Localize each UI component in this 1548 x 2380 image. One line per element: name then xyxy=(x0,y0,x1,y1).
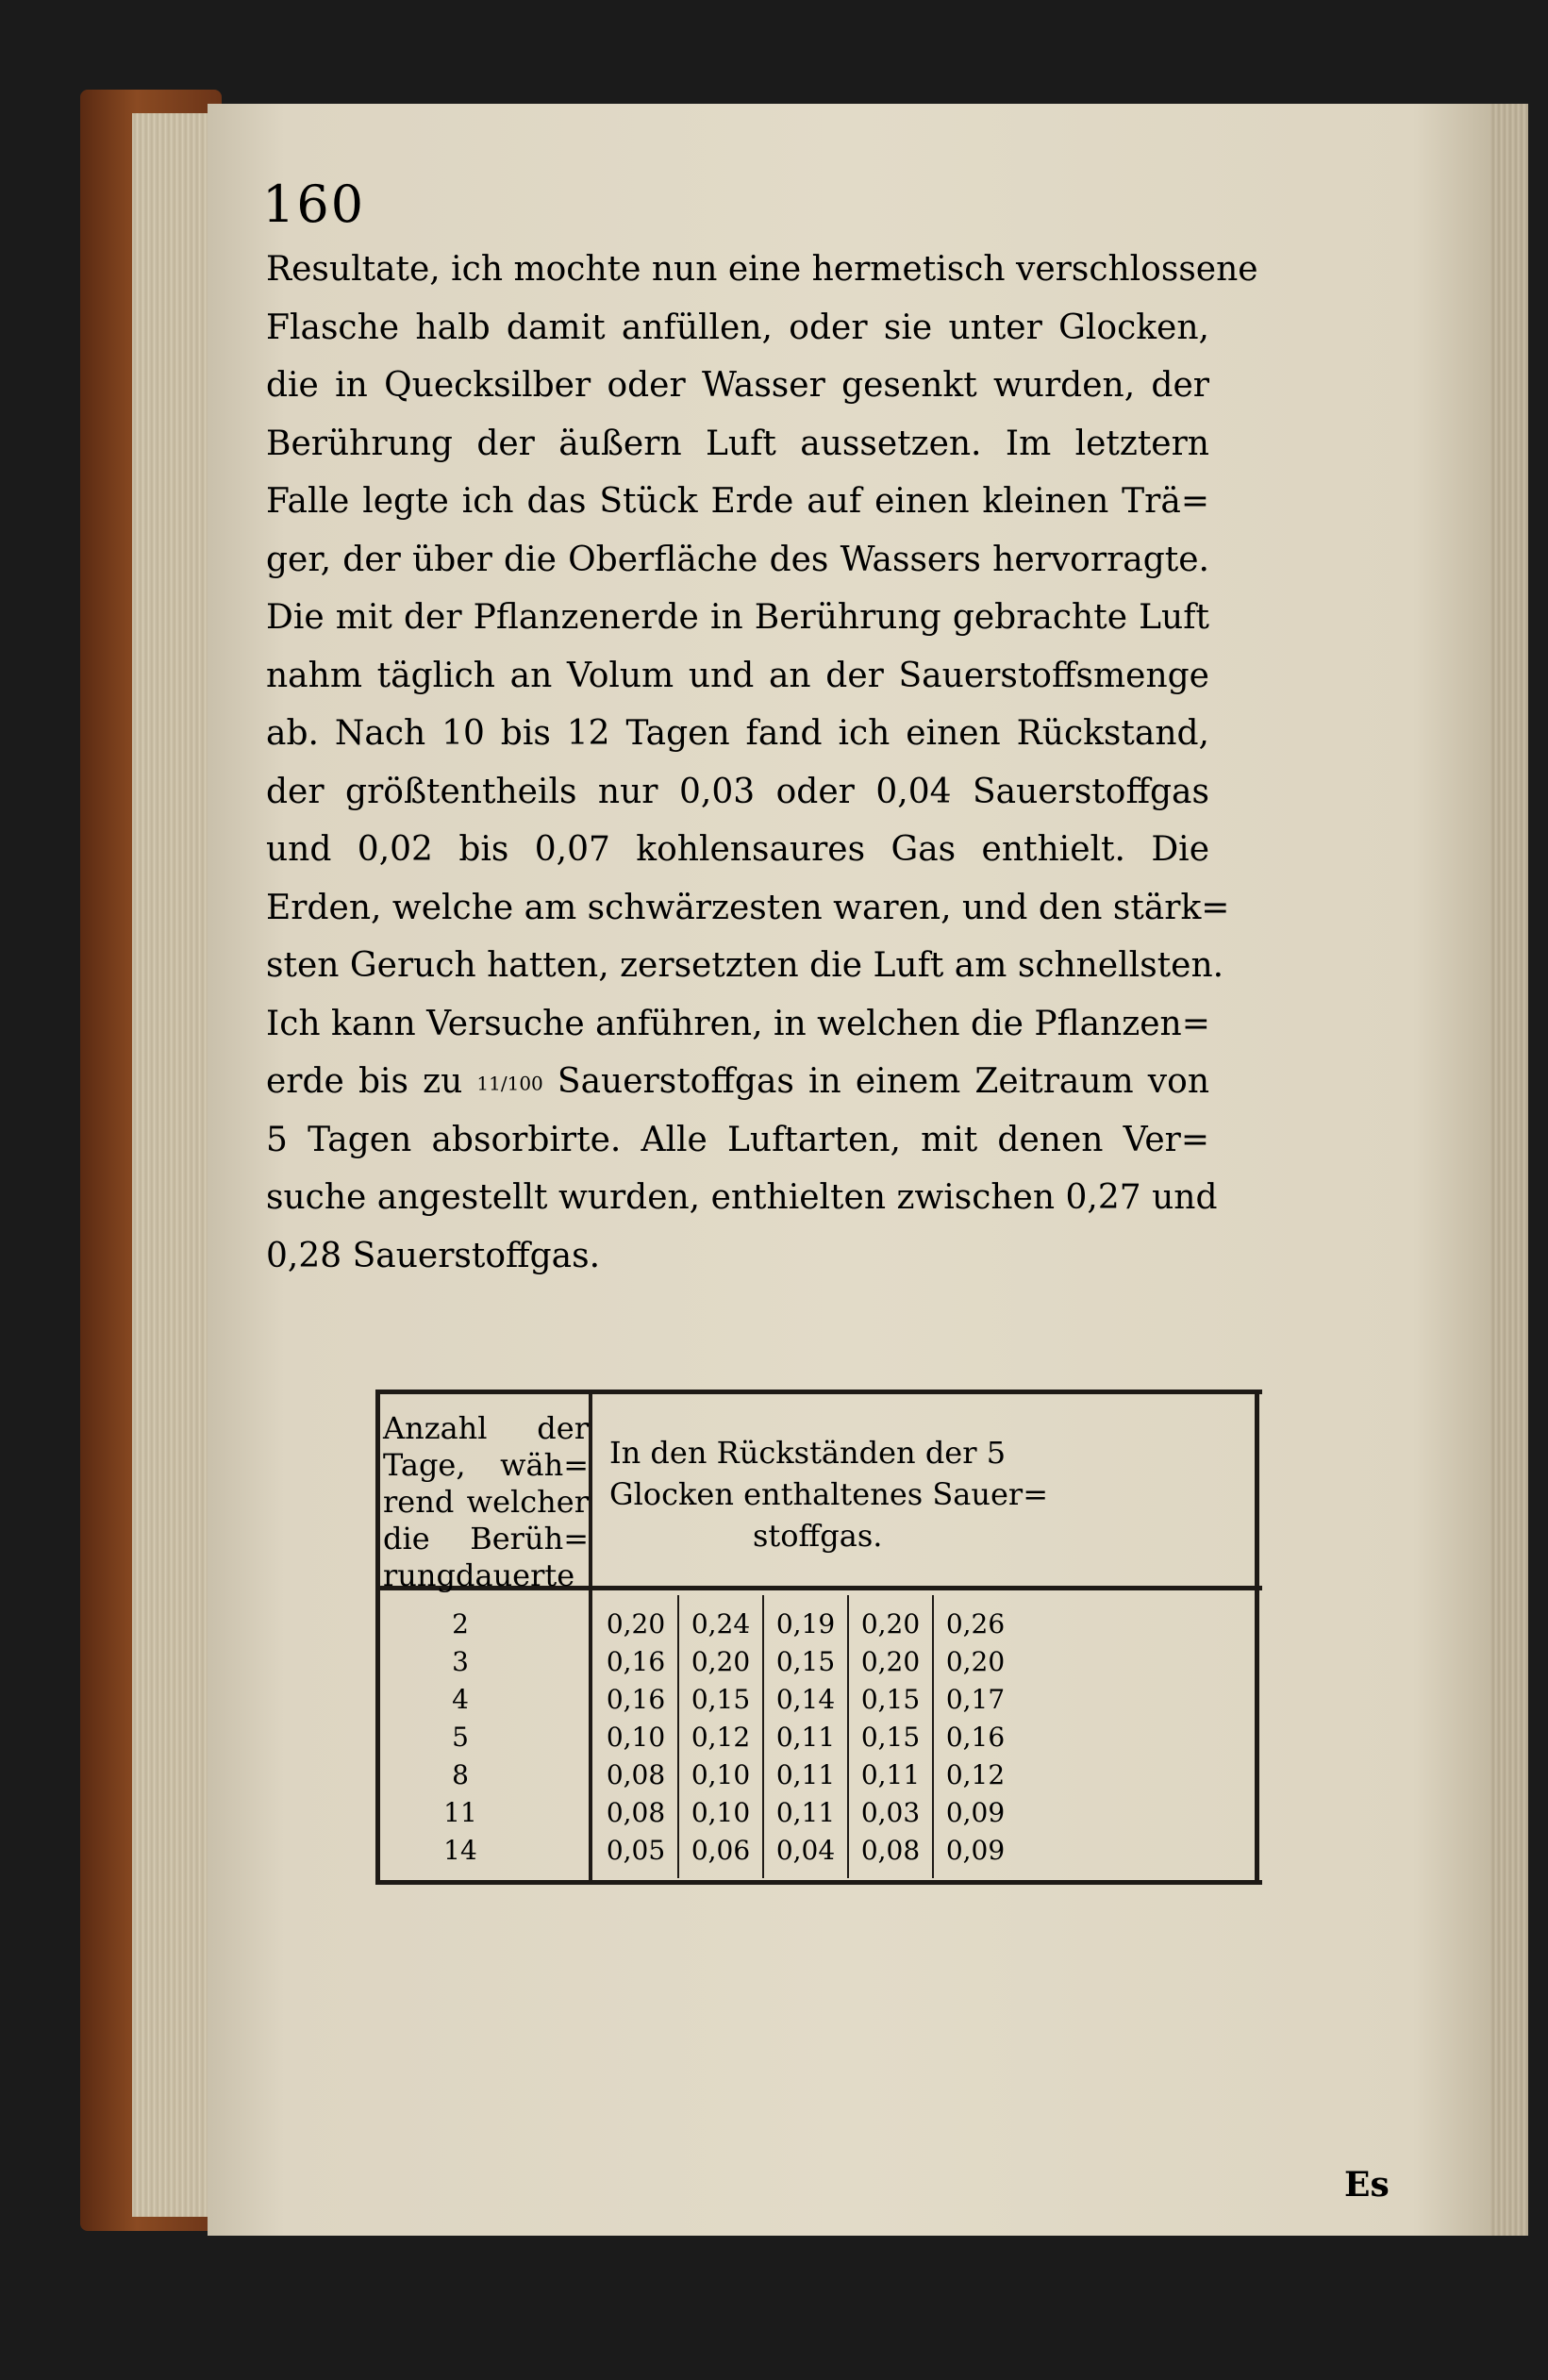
body-line: ab. Nach 10 bis 12 Tagen fand ich einen Rückstand, xyxy=(266,714,1209,753)
header-line: rungdauerte xyxy=(383,1557,575,1593)
header-line: Glocken enthaltenes Sauer= xyxy=(609,1476,1049,1512)
body-line-part: Sauerstoffgas in einem Zeitraum von xyxy=(557,1062,1209,1101)
table-right-rule xyxy=(1255,1390,1259,1885)
table-cell-value: 0,12 xyxy=(691,1722,751,1753)
table-cell-day: 4 xyxy=(452,1684,469,1715)
page-stack-edge xyxy=(132,113,217,2217)
body-line: 0,28 Sauerstoffgas. xyxy=(266,1236,601,1275)
table-cell-value: 0,15 xyxy=(691,1684,751,1715)
header-line: Tage, wäh= xyxy=(383,1447,589,1483)
table-cell-value: 0,20 xyxy=(860,1646,921,1677)
header-line: In den Rückständen der 5 xyxy=(609,1435,1007,1471)
page-number: 160 xyxy=(262,175,366,234)
table-cell-value: 0,05 xyxy=(606,1835,666,1866)
header-line: rend welcher xyxy=(383,1484,589,1520)
body-line: sten Geruch hatten, zersetzten die Luft am schnellsten. xyxy=(266,946,1224,985)
body-line: ger, der über die Oberfläche des Wassers hervorragte. xyxy=(266,540,1209,579)
table-cell-value: 0,24 xyxy=(691,1608,751,1639)
body-line: die in Quecksilber oder Wasser gesenkt wurden, der xyxy=(266,366,1209,405)
page-right-edge xyxy=(1490,104,1528,2236)
body-line: Resultate, ich mochte nun eine hermetisch verschlossene xyxy=(266,250,1258,289)
table-cell-value: 0,20 xyxy=(945,1646,1006,1677)
table-cell-value: 0,16 xyxy=(945,1722,1006,1753)
body-line: nahm täglich an Volum und an der Sauerstoffsmenge xyxy=(266,656,1209,695)
table-cell-value: 0,03 xyxy=(860,1797,921,1828)
body-line-with-fraction xyxy=(266,1053,1209,1111)
body-line: 5 Tagen absorbirte. Alle Luftarten, mit denen Ver= xyxy=(266,1120,1209,1159)
table-cell-day: 11 xyxy=(443,1797,477,1828)
table-top-rule xyxy=(375,1390,1262,1394)
header-line: stoffgas. xyxy=(753,1518,883,1554)
body-line: Die mit der Pflanzenerde in Berührung gebrachte Luft xyxy=(266,598,1209,637)
table-cell-value: 0,15 xyxy=(775,1646,836,1677)
table-cell-value: 0,11 xyxy=(775,1797,836,1828)
table-cell-value: 0,20 xyxy=(606,1608,666,1639)
table-cell-value: 0,08 xyxy=(860,1835,921,1866)
table-column-divider xyxy=(589,1390,592,1885)
header-line: Anzahl der xyxy=(383,1410,589,1446)
body-line: der größtentheils nur 0,03 oder 0,04 Sauerstoffgas xyxy=(266,772,1209,811)
body-line: suche angestellt wurden, enthielten zwischen 0,27 und xyxy=(266,1178,1218,1217)
table-cell-value: 0,26 xyxy=(945,1608,1006,1639)
table-cell-value: 0,06 xyxy=(691,1835,751,1866)
table-bottom-rule xyxy=(375,1880,1262,1885)
table-cell-value: 0,14 xyxy=(775,1684,836,1715)
table-header-oxygen xyxy=(602,1432,1055,1556)
table-cell-value: 0,20 xyxy=(691,1646,751,1677)
table-cell-day: 5 xyxy=(452,1722,469,1753)
body-line-part: erde bis zu xyxy=(266,1062,463,1101)
header-line: die Berüh= xyxy=(383,1521,589,1556)
table-cell-value: 0,15 xyxy=(860,1684,921,1715)
table-header-days xyxy=(383,1410,589,1594)
table-cell-value: 0,12 xyxy=(945,1759,1006,1790)
table-cell-value: 0,09 xyxy=(945,1797,1006,1828)
catchword: Es xyxy=(1344,2165,1390,2205)
body-line: Ich kann Versuche anführen, in welchen die Pflanzen= xyxy=(266,1004,1210,1043)
data-table xyxy=(375,1373,1262,1887)
table-cell-day: 3 xyxy=(452,1646,469,1677)
body-line: und 0,02 bis 0,07 kohlensaures Gas enthielt. Die xyxy=(266,830,1209,869)
fraction: 11/100 xyxy=(476,1072,543,1095)
table-cell-day: 14 xyxy=(443,1835,477,1866)
table-cell-value: 0,15 xyxy=(860,1722,921,1753)
body-line: Falle legte ich das Stück Erde auf einen kleinen Trä= xyxy=(266,482,1209,521)
table-cell-value: 0,16 xyxy=(606,1646,666,1677)
table-cell-day: 2 xyxy=(452,1608,469,1639)
table-cell-value: 0,20 xyxy=(860,1608,921,1639)
table-left-rule xyxy=(375,1390,380,1885)
table-cell-day: 8 xyxy=(452,1759,469,1790)
table-cell-value: 0,09 xyxy=(945,1835,1006,1866)
table-cell-value: 0,19 xyxy=(775,1608,836,1639)
table-cell-value: 0,08 xyxy=(606,1797,666,1828)
table-cell-value: 0,11 xyxy=(775,1759,836,1790)
body-line: Erden, welche am schwärzesten waren, und den stärk= xyxy=(266,888,1230,927)
table-cell-value: 0,10 xyxy=(691,1759,751,1790)
table-cell-value: 0,11 xyxy=(775,1722,836,1753)
table-cell-value: 0,08 xyxy=(606,1759,666,1790)
body-line: Flasche halb damit anfüllen, oder sie unter Glocken, xyxy=(266,308,1209,347)
body-line: Berührung der äußern Luft aussetzen. Im letztern xyxy=(266,424,1209,463)
body-text xyxy=(266,241,1258,1285)
table-cell-value: 0,04 xyxy=(775,1835,836,1866)
table-cell-value: 0,16 xyxy=(606,1684,666,1715)
table-cell-value: 0,11 xyxy=(860,1759,921,1790)
table-cell-value: 0,10 xyxy=(606,1722,666,1753)
table-cell-value: 0,17 xyxy=(945,1684,1006,1715)
table-cell-value: 0,10 xyxy=(691,1797,751,1828)
